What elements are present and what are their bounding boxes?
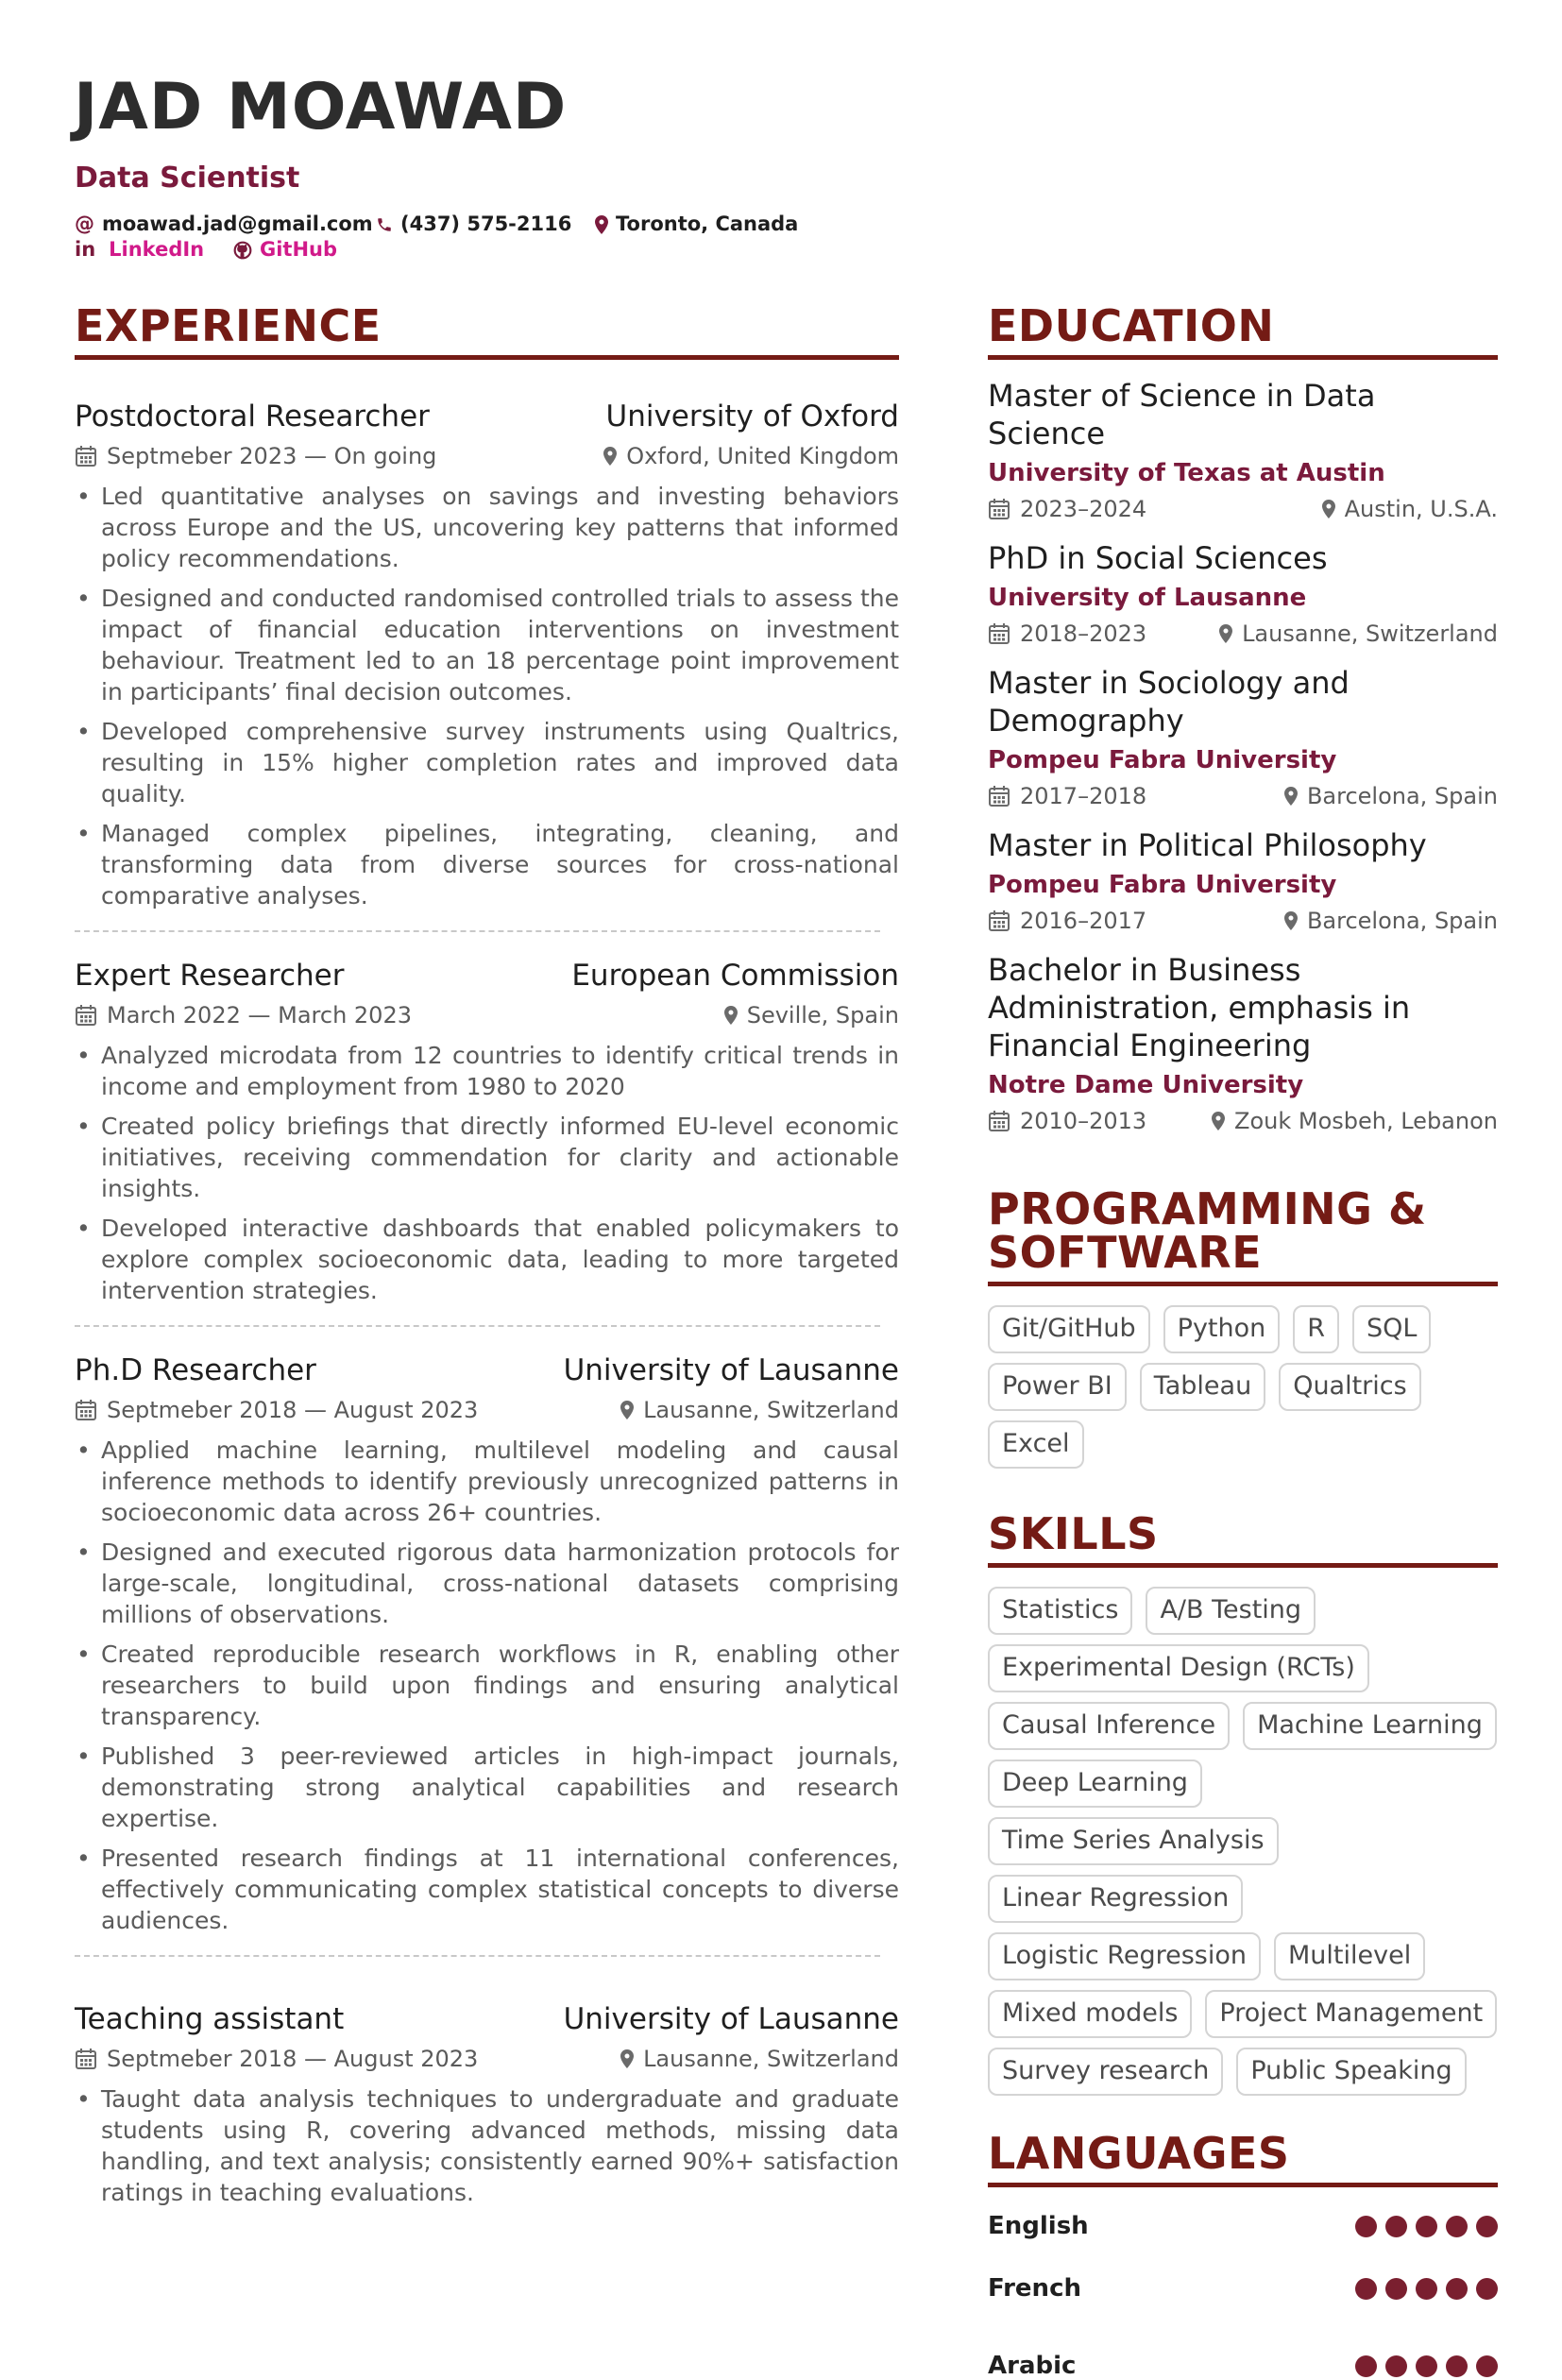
- proficiency-dot: [1476, 2355, 1498, 2377]
- bullet-item: • Presented research findings at 11 international conferences, effectively communicating complex statistical concepts to diverse audiences.: [75, 1843, 899, 1936]
- map-pin-icon: [603, 447, 617, 466]
- proficiency-dot: [1385, 2278, 1407, 2300]
- bullet-item: • Managed complex pipelines, integrating, cleaning, and transforming data from diverse sources for cross-national comparative analyses.: [75, 818, 899, 911]
- job-location: Lausanne, Switzerland: [620, 2046, 899, 2072]
- edu-dates: 2023–2024: [988, 496, 1146, 522]
- linkedin-link[interactable]: [75, 240, 204, 260]
- calendar-icon: [75, 1399, 97, 1421]
- degree: Bachelor in Business Administration, emphasis in Financial Engineering: [988, 952, 1411, 1063]
- skill-tag: Causal Inference: [988, 1702, 1230, 1750]
- github-icon: [233, 241, 252, 260]
- job-bullets: [75, 1040, 899, 1306]
- map-pin-icon: [1284, 787, 1298, 806]
- edu-location: Barcelona, Spain: [1284, 908, 1498, 934]
- calendar-icon: [988, 785, 1010, 808]
- email-contact[interactable]: [75, 214, 373, 234]
- proficiency-dot: [1446, 2355, 1468, 2377]
- job-role: Teaching assistant: [75, 2002, 345, 2036]
- experience-entry: [75, 2002, 899, 2208]
- school: Notre Dame University: [988, 1071, 1304, 1099]
- job-dates: March 2022 — March 2023: [75, 1002, 412, 1028]
- proficiency-dot: [1446, 2278, 1468, 2300]
- bullet-item: • Applied machine learning, multilevel modeling and causal inference methods to identify previously unrecognized patterns in socioeconomic data across 26+ countries.: [75, 1435, 899, 1528]
- job-organization: University of Lausanne: [563, 2002, 899, 2036]
- calendar-icon: [75, 445, 97, 468]
- edu-dates: 2010–2013: [988, 1108, 1146, 1134]
- language-name: French: [988, 2274, 1081, 2303]
- map-pin-icon: [724, 1006, 738, 1025]
- education-heading: EDUCATION: [988, 304, 1498, 360]
- language-row: [988, 2212, 1498, 2240]
- proficiency-dot: [1355, 2355, 1377, 2377]
- programming-heading: PROGRAMMING & SOFTWARE: [988, 1187, 1498, 1286]
- language-name: English: [988, 2212, 1089, 2240]
- skills-tags: [988, 1587, 1498, 2096]
- skill-tag: Linear Regression: [988, 1875, 1243, 1923]
- bullet-item: • Created reproducible research workflows in R, enabling other researchers to build upon findings and ensuring analytical transparency.: [75, 1639, 899, 1732]
- bullet-item: • Taught data analysis techniques to undergraduate and graduate students using R, covering advanced methods, missing data handling, and text analysis; consistently earned 90%+ satisfaction ratings in teaching evaluations.: [75, 2083, 899, 2208]
- degree: Master of Science in Data Science: [988, 378, 1376, 451]
- education-entry: [988, 377, 1498, 522]
- edu-location: Barcelona, Spain: [1284, 783, 1498, 809]
- school: Pompeu Fabra University: [988, 746, 1337, 774]
- job-organization: University of Lausanne: [563, 1353, 899, 1387]
- bullet-item: • Designed and executed rigorous data harmonization protocols for large-scale, longitudinal, cross-national datasets comprising millions of observations.: [75, 1537, 899, 1630]
- job-organization: European Commission: [571, 959, 899, 993]
- languages-heading: LANGUAGES: [988, 2132, 1498, 2187]
- skill-tag: Public Speaking: [1236, 2048, 1466, 2096]
- skill-tag: Git/GitHub: [988, 1305, 1150, 1353]
- map-pin-icon: [620, 1401, 634, 1420]
- proficiency-dot: [1476, 2278, 1498, 2300]
- job-location: Seville, Spain: [724, 1002, 899, 1028]
- phone-text: (437) 575-2116: [400, 212, 572, 235]
- phone-contact[interactable]: [376, 214, 571, 234]
- location-contact: [595, 214, 798, 234]
- skill-tag: A/B Testing: [1146, 1587, 1316, 1635]
- job-role: Ph.D Researcher: [75, 1353, 316, 1387]
- bullet-item: • Created policy briefings that directly informed EU-level economic initiatives, receiving commendation for clarity and actionable insights.: [75, 1111, 899, 1204]
- education-entry: [988, 539, 1498, 647]
- job-dates: Septmeber 2023 — On going: [75, 443, 436, 469]
- bullet-item: • Developed interactive dashboards that enabled policymakers to explore complex socioeconomic data, leading to more targeted intervention strategies.: [75, 1213, 899, 1306]
- proficiency-dot: [1355, 2216, 1377, 2237]
- left-column: [75, 300, 899, 2217]
- at-icon: @: [75, 212, 94, 235]
- proficiency-dot: [1446, 2216, 1468, 2237]
- skill-tag: Multilevel: [1274, 1932, 1425, 1980]
- linkedin-text[interactable]: LinkedIn: [109, 238, 205, 261]
- bullet-item: • Led quantitative analyses on savings and investing behaviors across Europe and the US, uncovering key patterns that informed policy recommendations.: [75, 481, 899, 574]
- map-pin-icon: [1219, 624, 1232, 643]
- language-row: [988, 2274, 1498, 2303]
- proficiency-dot: [1416, 2278, 1437, 2300]
- skill-tag: Mixed models: [988, 1990, 1192, 2038]
- proficiency-dots: [1355, 2278, 1498, 2300]
- skill-tag: SQL: [1352, 1305, 1431, 1353]
- divider: [75, 930, 880, 932]
- education-entry: [988, 826, 1498, 934]
- skill-tag: Experimental Design (RCTs): [988, 1644, 1369, 1692]
- language-row: [988, 2352, 1498, 2380]
- education-list: [988, 377, 1498, 1134]
- language-name: Arabic: [988, 2352, 1077, 2380]
- proficiency-dot: [1385, 2216, 1407, 2237]
- school: Pompeu Fabra University: [988, 871, 1337, 899]
- job-location: Lausanne, Switzerland: [620, 1397, 899, 1423]
- calendar-icon: [988, 498, 1010, 520]
- school: University of Lausanne: [988, 584, 1307, 612]
- skill-tag: Python: [1163, 1305, 1281, 1353]
- degree: Master in Political Philosophy: [988, 827, 1427, 863]
- job-dates: Septmeber 2018 — August 2023: [75, 1397, 478, 1423]
- edu-location: Zouk Mosbeh, Lebanon: [1212, 1108, 1498, 1134]
- map-pin-icon: [1212, 1112, 1225, 1130]
- skill-tag: Time Series Analysis: [988, 1817, 1279, 1865]
- edu-location: Austin, U.S.A.: [1322, 496, 1498, 522]
- divider: [75, 1955, 880, 1957]
- map-pin-icon: [620, 2049, 634, 2068]
- experience-entry: [75, 959, 899, 1327]
- email-text: moawad.jad@gmail.com: [102, 212, 373, 235]
- education-entry: [988, 951, 1498, 1134]
- bullet-item: • Analyzed microdata from 12 countries to identify critical trends in income and employment from 1980 to 2020: [75, 1040, 899, 1102]
- skill-tag: Project Management: [1205, 1990, 1497, 2038]
- edu-location: Lausanne, Switzerland: [1219, 620, 1498, 647]
- job-title: Data Scientist: [75, 162, 300, 195]
- calendar-icon: [988, 910, 1010, 932]
- experience-heading: EXPERIENCE: [75, 304, 899, 360]
- job-bullets: [75, 2083, 899, 2208]
- skill-tag: R: [1293, 1305, 1339, 1353]
- education-entry: [988, 664, 1498, 809]
- edu-dates: 2017–2018: [988, 783, 1146, 809]
- proficiency-dot: [1385, 2355, 1407, 2377]
- location-text: Toronto, Canada: [616, 212, 799, 235]
- map-pin-icon: [595, 215, 608, 234]
- divider: [75, 1325, 880, 1327]
- skill-tag: Excel: [988, 1420, 1084, 1469]
- proficiency-dot: [1416, 2216, 1437, 2237]
- candidate-name: JAD MOAWAD: [74, 70, 568, 144]
- proficiency-dot: [1476, 2216, 1498, 2237]
- proficiency-dots: [1355, 2216, 1498, 2237]
- skill-tag: Power BI: [988, 1363, 1127, 1411]
- calendar-icon: [75, 1004, 97, 1027]
- skill-tag: Logistic Regression: [988, 1932, 1261, 1980]
- proficiency-dot: [1416, 2355, 1437, 2377]
- school: University of Texas at Austin: [988, 459, 1385, 487]
- edu-dates: 2016–2017: [988, 908, 1146, 934]
- job-role: Expert Researcher: [75, 959, 345, 993]
- github-text[interactable]: GitHub: [260, 238, 338, 261]
- calendar-icon: [988, 622, 1010, 645]
- skill-tag: Tableau: [1140, 1363, 1265, 1411]
- languages-list: [988, 2212, 1498, 2380]
- linkedin-icon: in: [75, 238, 96, 261]
- bullet-item: • Published 3 peer-reviewed articles in high-impact journals, demonstrating strong analytical capabilities and research expertise.: [75, 1741, 899, 1834]
- bullet-item: • Developed comprehensive survey instruments using Qualtrics, resulting in 15% higher completion rates and improved data quality.: [75, 716, 899, 809]
- experience-entry: [75, 400, 899, 932]
- proficiency-dot: [1355, 2278, 1377, 2300]
- programming-tags: [988, 1305, 1498, 1469]
- proficiency-dots: [1355, 2355, 1498, 2377]
- calendar-icon: [988, 1110, 1010, 1132]
- skill-tag: Survey research: [988, 2048, 1223, 2096]
- job-role: Postdoctoral Researcher: [75, 400, 430, 434]
- map-pin-icon: [1284, 911, 1298, 930]
- job-location: Oxford, United Kingdom: [603, 443, 899, 469]
- job-bullets: [75, 1435, 899, 1936]
- phone-icon: [376, 216, 393, 233]
- edu-dates: 2018–2023: [988, 620, 1146, 647]
- skill-tag: Machine Learning: [1243, 1702, 1497, 1750]
- skill-tag: Statistics: [988, 1587, 1132, 1635]
- experience-entry: [75, 1353, 899, 1957]
- job-bullets: [75, 481, 899, 911]
- skill-tag: Deep Learning: [988, 1760, 1202, 1808]
- github-link[interactable]: [233, 240, 337, 260]
- skill-tag: Qualtrics: [1279, 1363, 1421, 1411]
- bullet-item: • Designed and conducted randomised controlled trials to assess the impact of financial education interventions on investment behaviour. Treatment led to an 18 percentage point improvement in participants’ final decision outcomes.: [75, 583, 899, 707]
- calendar-icon: [75, 2048, 97, 2070]
- skills-heading: SKILLS: [988, 1512, 1498, 1568]
- map-pin-icon: [1322, 500, 1335, 518]
- job-organization: University of Oxford: [605, 400, 899, 434]
- degree: Master in Sociology and Demography: [988, 665, 1350, 739]
- job-dates: Septmeber 2018 — August 2023: [75, 2046, 478, 2072]
- degree: PhD in Social Sciences: [988, 540, 1328, 576]
- right-column: [988, 300, 1498, 2380]
